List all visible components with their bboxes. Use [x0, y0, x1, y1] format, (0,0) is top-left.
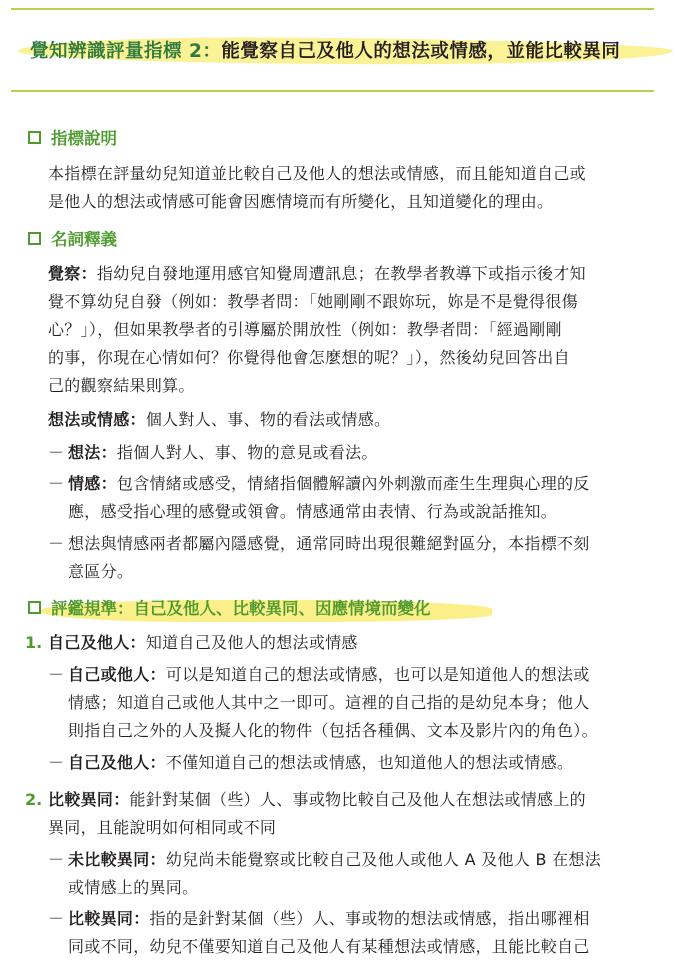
sub1a-line-1 [68, 661, 590, 689]
rubric-item-2-term: 比較異同： [48, 790, 130, 809]
top-rule [11, 8, 654, 10]
idea-term: 想法： [68, 443, 117, 462]
sub2a-line-2: 或情感上的異同。 [68, 878, 199, 897]
idea-text: 指個人對人、事、物的意見或看法。 [116, 443, 378, 462]
awareness-line-2: 覺不算幼兒自發（例如：教學者問：「她剛剛不跟妳玩，妳是不是覺得很傷 [48, 292, 578, 311]
awareness-line-4: 的事，你現在心情如何？你覺得他會怎麼想的呢？」），然後幼兒回答出自 [48, 348, 570, 367]
section-terms-label: 名詞釋義 [51, 230, 117, 249]
rubric-item-1-term: 自己及他人： [48, 633, 146, 652]
thought-term: 想法或情感： [48, 410, 146, 429]
section-rubric-heading [28, 594, 431, 620]
page-header [0, 28, 677, 72]
sub1b-text: 不僅知道自己的想法或情感，也知道他人的想法或情感。 [165, 753, 574, 772]
sub1b-definition [68, 749, 573, 777]
header-bottom-rule [11, 90, 654, 92]
title-rest: 能覺察自己及他人的想法或情感，並能比較異同 [221, 41, 621, 62]
square-bullet-icon [28, 232, 41, 245]
combined-line-2: 意區分。 [68, 562, 134, 581]
sub2b-line-2: 同或不同，幼兒不僅要知道自己及他人有某種想法或情感，且能比較自己 [68, 937, 590, 956]
dash-bullet: － [48, 474, 65, 493]
emotion-line-1 [68, 470, 590, 498]
page-title [30, 37, 620, 63]
sub1a-term: 自己或他人： [68, 665, 166, 684]
dash-bullet: － [48, 665, 65, 684]
section-terms-heading [28, 225, 117, 251]
rubric-item-2-number: 2. [25, 790, 43, 809]
section-rubric-label: 評鑑規準：自己及他人、比較異同、因應情境而變化 [51, 599, 431, 618]
emotion-line-2: 應，感受指心理的感覺或領會。情感通常由表情、行為或說話推知。 [68, 502, 558, 521]
sub2b-line-1 [68, 905, 590, 933]
sub2b-term: 比較異同： [68, 909, 150, 928]
emotion-term: 情感： [68, 474, 117, 493]
dash-bullet: － [48, 850, 65, 869]
emotion-text: 包含情緒或感受，情緒指個體解讀內外刺激而產生生理與心理的反 [116, 474, 590, 493]
idea-definition [68, 439, 378, 467]
awareness-text: 指幼兒自發地運用感官知覺周遭訊息；在教學者教導下或指示後才知 [96, 264, 586, 283]
square-bullet-icon [28, 131, 41, 144]
sub2b-text: 指的是針對某個（些）人、事或物的想法或情感，指出哪裡相 [149, 909, 590, 928]
dash-bullet: － [48, 443, 65, 462]
sub2a-text: 幼兒尚未能覺察或比較自己及他人或他人 A 及他人 B 在想法 [165, 850, 602, 869]
thought-definition [48, 406, 390, 434]
rubric-item-1 [48, 629, 358, 657]
description-line-1: 本指標在評量幼兒知道並比較自己及他人的想法或情感，而且能知道自己或 [48, 164, 586, 183]
sub2a-line-1 [68, 846, 601, 874]
rubric-item-1-number: 1. [25, 633, 43, 652]
description-line-2: 是他人的想法或情感可能會因應情境而有所變化，且知道變化的理由。 [48, 192, 554, 211]
rubric-item-2-line-1 [48, 786, 586, 814]
rubric-item-2-line-2: 異同，且能說明如何相同或不同 [48, 818, 277, 837]
sub1b-term: 自己及他人： [68, 753, 166, 772]
thought-text: 個人對人、事、物的看法或情感。 [145, 410, 391, 429]
dash-bullet: － [48, 909, 65, 928]
title-prefix: 覺知辨識評量指標 2： [30, 41, 222, 62]
dash-bullet: － [48, 534, 65, 553]
awareness-line-1 [48, 260, 586, 288]
square-bullet-icon [28, 601, 41, 614]
rubric-item-2-text: 能針對某個（些）人、事或物比較自己及他人在想法或情感上的 [129, 790, 586, 809]
section-description-heading [28, 124, 117, 150]
sub1a-text: 可以是知道自己的想法或情感，也可以是知道他人的想法或 [165, 665, 590, 684]
awareness-line-5: 己的觀察結果則算。 [48, 376, 195, 395]
rubric-item-1-text: 知道自己及他人的想法或情感 [145, 633, 358, 652]
combined-line-1: 想法與情感兩者都屬內隱感覺，通常同時出現很難絕對區分，本指標不刻 [68, 534, 590, 553]
awareness-line-3: 心？」），但如果教學者的引導屬於開放性（例如：教學者問：「經過剛剛 [48, 320, 562, 339]
awareness-term: 覺察： [48, 264, 97, 283]
sub1a-line-2: 情感；知道自己或他人其中之一即可。這裡的自己指的是幼兒本身；他人 [68, 693, 590, 712]
sub1a-line-3: 則指自己之外的人及擬人化的物件（包括各種偶、文本及影片內的角色）。 [68, 721, 598, 740]
section-description-label: 指標說明 [51, 129, 117, 148]
sub2a-term: 未比較異同： [68, 850, 166, 869]
dash-bullet: － [48, 753, 65, 772]
